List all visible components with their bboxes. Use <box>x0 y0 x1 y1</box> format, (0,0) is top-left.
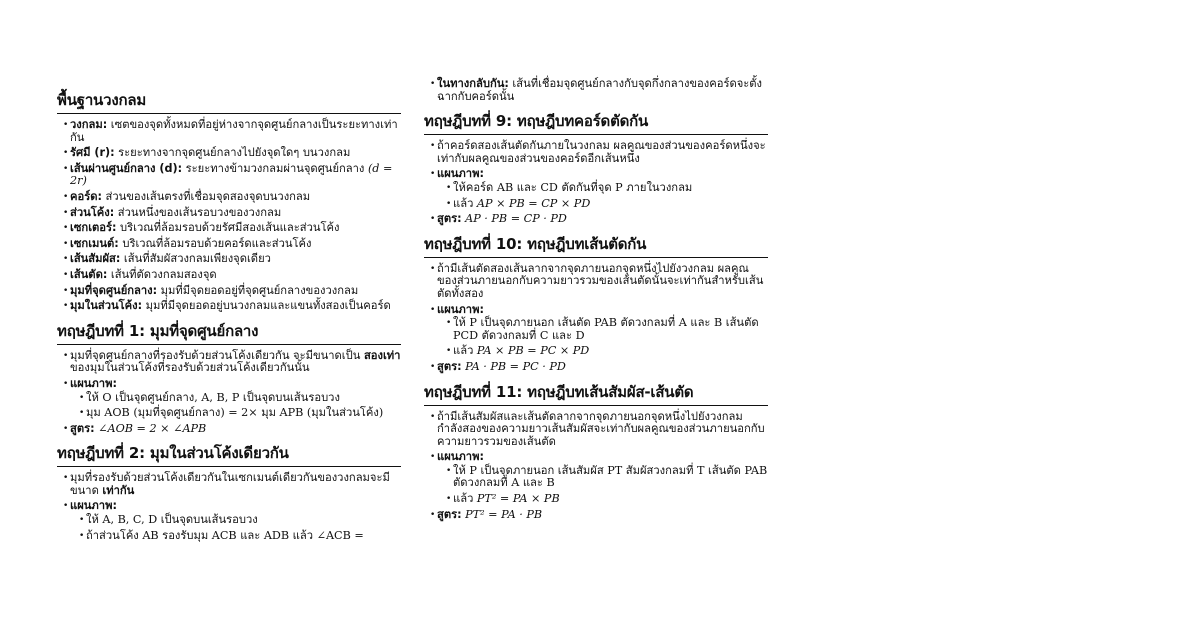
diagram-item: • มุม AOB (มุมที่จุดศูนย์กลาง) = 2× มุม APB (มุมในส่วนโค้ง) <box>80 407 401 420</box>
section-title: ทฤษฎีบทที่ 1: มุมที่จุดศูนย์กลาง <box>57 321 401 345</box>
right-column <box>424 78 768 529</box>
section-title: ทฤษฎีบทที่ 11: ทฤษฎีบทเส้นสัมผัส-เส้นตัด <box>424 382 768 406</box>
definition-central-angle: • มุมที่จุดศูนย์กลาง: มุมที่มีจุดยอดอยู่ที่จุดศูนย์กลางของวงกลม <box>64 285 401 298</box>
diagram-block: • แผนภาพ: • ให้ P เป็นจุดภายนอก เส้นสัมผัส PT สัมผัสวงกลมที่ T เส้นตัด PAB ตัดวงกลมที่ A และ B • แล้ว PT² = PA × PB <box>431 451 768 505</box>
definition-segment: • เซกเมนต์: บริเวณที่ล้อมรอบด้วยคอร์ดและส่วนโค้ง <box>64 238 401 251</box>
formula: • สูตร: PT² = PA · PB <box>431 509 768 522</box>
section-theorem-9 <box>424 111 768 226</box>
diagram-block: • แผนภาพ: • ให้คอร์ด AB และ CD ตัดกันที่จุด P ภายในวงกลม • แล้ว AP × PB = CP × PD <box>431 168 768 210</box>
theorem-11-list <box>424 411 768 522</box>
section-title: ทฤษฎีบทที่ 9: ทฤษฎีบทคอร์ดตัดกัน <box>424 111 768 135</box>
definition-tangent: • เส้นสัมผัส: เส้นที่สัมผัสวงกลมเพียงจุดเดียว <box>64 253 401 266</box>
formula: • สูตร: AP · PB = CP · PD <box>431 213 768 226</box>
theorem-statement: • มุมที่จุดศูนย์กลางที่รองรับด้วยส่วนโค้งเดียวกัน จะมีขนาดเป็น สองเท่า ของมุมในส่วนโค้งที่รองรับด้วยส่วนโค้งเดียวกันนั้น <box>64 350 401 375</box>
section-theorem-10 <box>424 234 768 374</box>
diagram-item: • แล้ว AP × PB = CP × PD <box>447 198 768 211</box>
definition-circle: • วงกลม: เซตของจุดทั้งหมดที่อยู่ห่างจากจุดศูนย์กลางเป็นระยะทางเท่ากัน <box>64 119 401 144</box>
diagram-item: • ถ้าส่วนโค้ง AB รองรับมุม ACB และ ADB แล้ว ∠ACB = <box>80 530 401 543</box>
definition-arc: • ส่วนโค้ง: ส่วนหนึ่งของเส้นรอบวงของวงกลม <box>64 207 401 220</box>
section-title: พื้นฐานวงกลม <box>57 90 401 114</box>
diagram-item: • แล้ว PT² = PA × PB <box>447 493 768 506</box>
theorem-statement: • ถ้ามีเส้นสัมผัสและเส้นตัดลากจากจุดภายนอกจุดหนึ่งไปยังวงกลม กำลังสองของความยาวเส้นสัมผัสจะเท่ากับผลคูณของส่วนภายนอกกับความยาวรวมของเส้นตัด <box>431 411 768 449</box>
diagram-items <box>70 514 401 542</box>
diagram-items <box>437 182 768 210</box>
definition-radius: • รัศมี (r): ระยะทางจากจุดศูนย์กลางไปยังจุดใดๆ บนวงกลม <box>64 147 401 160</box>
theorem-9-list <box>424 140 768 226</box>
diagram-items <box>437 317 768 358</box>
theorem-1-list <box>57 350 401 436</box>
diagram-item: • ให้คอร์ด AB และ CD ตัดกันที่จุด P ภายในวงกลม <box>447 182 768 195</box>
converse-statement: • ในทางกลับกัน: เส้นที่เชื่อมจุดศูนย์กลางกับจุดกึ่งกลางของคอร์ดจะตั้งฉากกับคอร์ดนั้น <box>431 78 768 103</box>
definitions-list <box>57 119 401 313</box>
diagram-item: • ให้ P เป็นจุดภายนอก เส้นตัด PAB ตัดวงกลมที่ A และ B เส้นตัด PCD ตัดวงกลมที่ C และ D <box>447 317 768 342</box>
left-column <box>57 90 401 550</box>
diagram-items <box>437 465 768 506</box>
diagram-item: • ให้ A, B, C, D เป็นจุดบนเส้นรอบวง <box>80 514 401 527</box>
section-title: ทฤษฎีบทที่ 10: ทฤษฎีบทเส้นตัดกัน <box>424 234 768 258</box>
formula: • สูตร: PA · PB = PC · PD <box>431 361 768 374</box>
definition-inscribed-angle: • มุมในส่วนโค้ง: มุมที่มีจุดยอดอยู่บนวงกลมและแขนทั้งสองเป็นคอร์ด <box>64 300 401 313</box>
definition-diameter: • เส้นผ่านศูนย์กลาง (d): ระยะทางข้ามวงกลมผ่านจุดศูนย์กลาง (d = 2r) <box>64 163 401 188</box>
diagram-item: • ให้ O เป็นจุดศูนย์กลาง, A, B, P เป็นจุดบนเส้นรอบวง <box>80 392 401 405</box>
theorem-10-list <box>424 263 768 374</box>
section-theorem-2 <box>57 443 401 542</box>
diagram-item: • ให้ P เป็นจุดภายนอก เส้นสัมผัส PT สัมผัสวงกลมที่ T เส้นตัด PAB ตัดวงกลมที่ A และ B <box>447 465 768 490</box>
diagram-item: • แล้ว PA × PB = PC × PD <box>447 345 768 358</box>
formula: • สูตร: ∠AOB = 2 × ∠APB <box>64 423 401 436</box>
diagram-items <box>70 392 401 420</box>
theorem-2-list <box>57 472 401 542</box>
diagram-block: • แผนภาพ: • ให้ P เป็นจุดภายนอก เส้นตัด PAB ตัดวงกลมที่ A และ B เส้นตัด PCD ตัดวงกลมที่ C และ D • แล้ว PA × PB = PC × PD <box>431 304 768 358</box>
section-theorem-11 <box>424 382 768 522</box>
theorem-statement: • มุมที่รองรับด้วยส่วนโค้งเดียวกันในเซกเมนต์เดียวกันของวงกลมจะมีขนาด เท่ากัน <box>64 472 401 497</box>
diagram-block: • แผนภาพ: • ให้ A, B, C, D เป็นจุดบนเส้นรอบวง • ถ้าส่วนโค้ง AB รองรับมุม ACB และ ADB แล้ว ∠ACB = <box>64 500 401 542</box>
diagram-block: • แผนภาพ: • ให้ O เป็นจุดศูนย์กลาง, A, B, P เป็นจุดบนเส้นรอบวง • มุม AOB (มุมที่จุดศูนย์กลาง) = 2× มุม APB (มุมในส่วนโค้ง) <box>64 378 401 420</box>
converse-list <box>424 78 768 103</box>
definition-chord: • คอร์ด: ส่วนของเส้นตรงที่เชื่อมจุดสองจุดบนวงกลม <box>64 191 401 204</box>
definition-secant: • เส้นตัด: เส้นที่ตัดวงกลมสองจุด <box>64 269 401 282</box>
definition-sector: • เซกเตอร์: บริเวณที่ล้อมรอบด้วยรัศมีสองเส้นและส่วนโค้ง <box>64 222 401 235</box>
section-theorem-1 <box>57 321 401 436</box>
section-circle-basics <box>57 90 401 313</box>
section-title: ทฤษฎีบทที่ 2: มุมในส่วนโค้งเดียวกัน <box>57 443 401 467</box>
theorem-statement: • ถ้ามีเส้นตัดสองเส้นลากจากจุดภายนอกจุดหนึ่งไปยังวงกลม ผลคูณของส่วนภายนอกกับความยาวรวมของเส้นตัดนั้นจะเท่ากันสำหรับเส้นตัดทั้งสอง <box>431 263 768 301</box>
theorem-statement: • ถ้าคอร์ดสองเส้นตัดกันภายในวงกลม ผลคูณของส่วนของคอร์ดหนึ่งจะเท่ากับผลคูณของส่วนของคอร์ดอีกเส้นหนึ่ง <box>431 140 768 165</box>
